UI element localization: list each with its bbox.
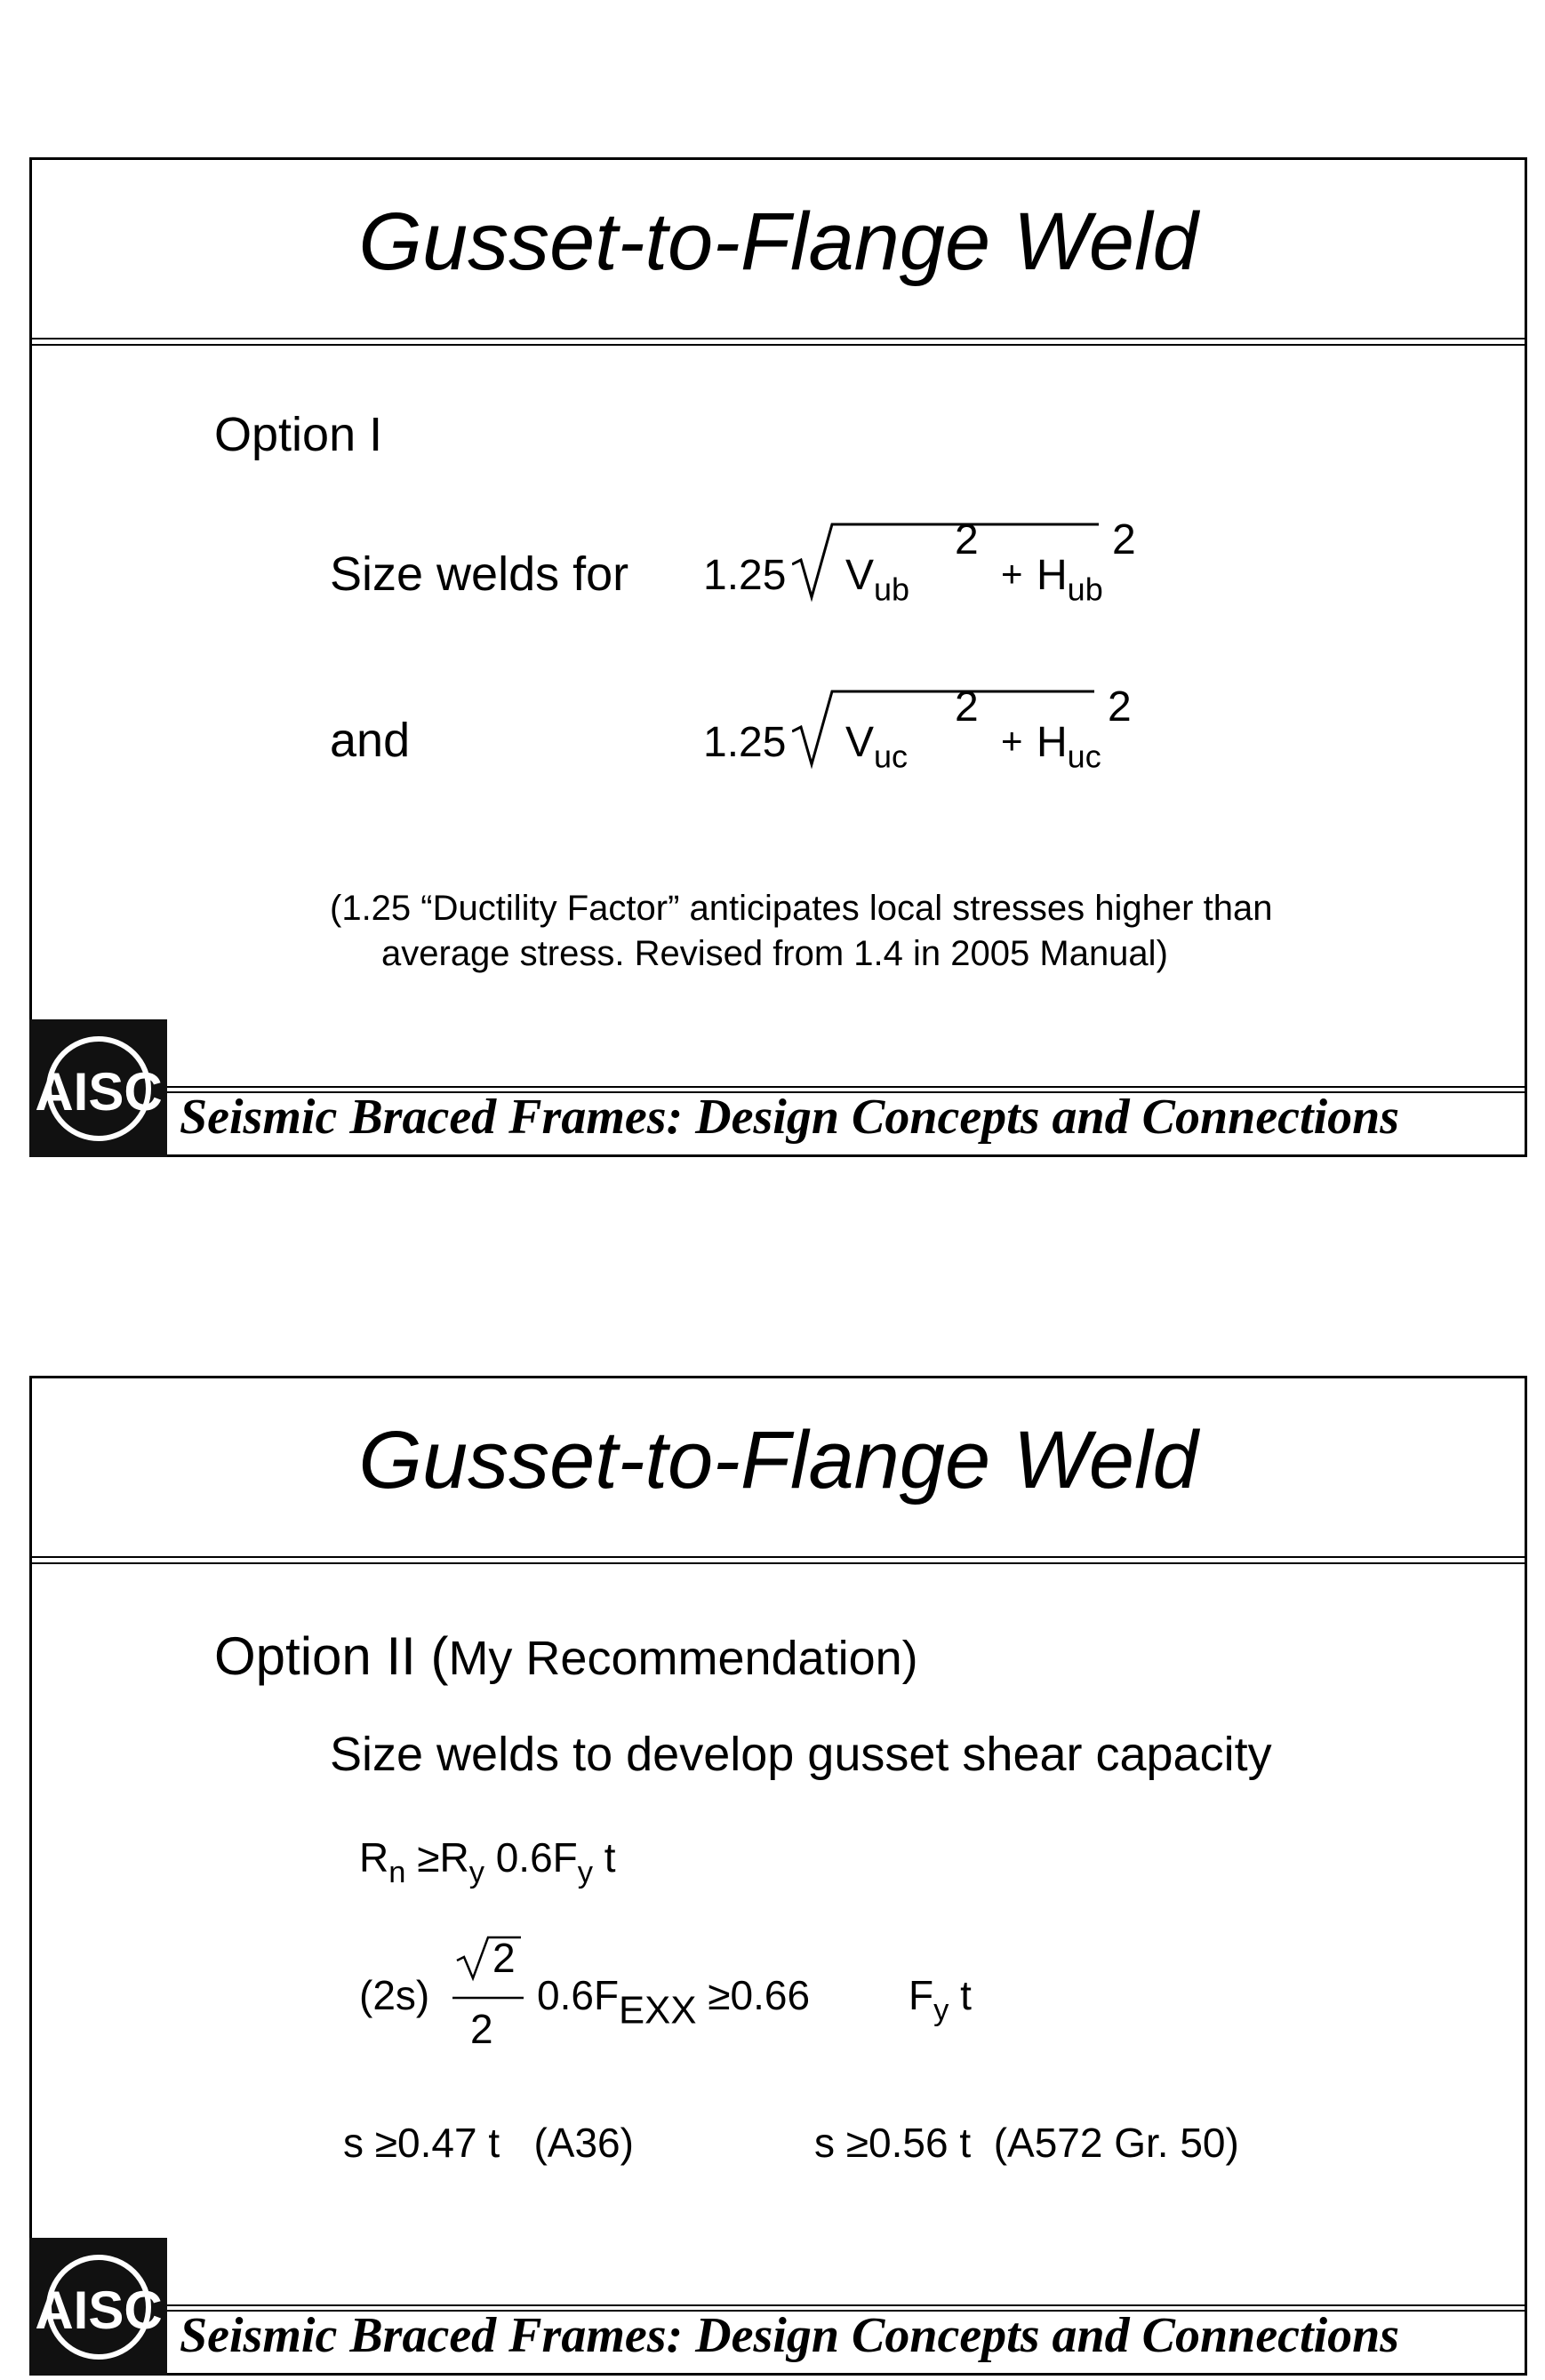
aisc-logo [29, 1019, 167, 1157]
formula-uc [703, 683, 1165, 780]
numerator: 2 [492, 1935, 516, 1981]
title-divider [32, 344, 1525, 346]
footer-divider [32, 1086, 1525, 1088]
result-a36: s ≥0.47 t (A36) [343, 2120, 634, 2166]
title-divider [32, 338, 1525, 339]
exponent: 2 [955, 516, 979, 563]
slide-1 [29, 157, 1527, 1157]
footer-title: Seismic Braced Frames: Design Concepts and Connections [180, 1090, 1400, 1145]
v-term: $V_{uc}$ [845, 719, 909, 775]
coefficient: 1.25 [703, 719, 787, 766]
exponent: 2 [1108, 683, 1132, 731]
slide-2 [29, 1376, 1527, 2376]
slide-title: Gusset-to-Flange Weld [358, 1415, 1198, 1505]
and-label: and [330, 714, 411, 767]
formula-ub [703, 515, 1165, 613]
h-term: $H_{ub}$ [1037, 552, 1103, 608]
eq-weld-strength [359, 1934, 1070, 2058]
plus-sign: + [1001, 720, 1023, 762]
aisc-logo [29, 2238, 167, 2376]
eq-shear-capacity: $R_n \ge R_y$ $0.6F_y$ t [359, 1834, 616, 1890]
note-line-2: average stress. Revised from 1.4 in 2005 Manual) [381, 934, 1168, 973]
logo-text: AISC [35, 1062, 163, 1122]
fexx-term: 0.6FEXX ≥0.66 [537, 1972, 811, 2033]
note-line-1: (1.25 “Ductility Factor” anticipates local stresses higher than [330, 889, 1273, 928]
size-welds-label: Size welds for [330, 547, 629, 601]
logo-text: AISC [35, 2280, 163, 2340]
result-a572: s ≥0.56 t (A572 Gr. 50) [814, 2120, 1239, 2166]
title-divider [32, 1556, 1525, 1558]
fy-term: $F_y$ t [909, 1972, 972, 2028]
lead-term: (2s) [359, 1972, 430, 2018]
option-heading: Option II (My Recommendation) [214, 1626, 918, 1686]
option-heading: Option I [214, 408, 383, 461]
h-term: $H_{uc}$ [1037, 719, 1101, 775]
footer-divider [32, 2304, 1525, 2306]
slide-title: Gusset-to-Flange Weld [358, 196, 1198, 287]
v-term: $V_{ub}$ [845, 552, 910, 608]
plus-sign: + [1001, 553, 1023, 595]
exponent: 2 [955, 683, 979, 731]
denominator: 2 [470, 2006, 493, 2052]
coefficient: 1.25 [703, 552, 787, 599]
exponent: 2 [1112, 516, 1136, 563]
title-divider [32, 1562, 1525, 1564]
subtitle: Size welds to develop gusset shear capacity [330, 1728, 1272, 1781]
footer-title: Seismic Braced Frames: Design Concepts and Connections [180, 2308, 1400, 2363]
